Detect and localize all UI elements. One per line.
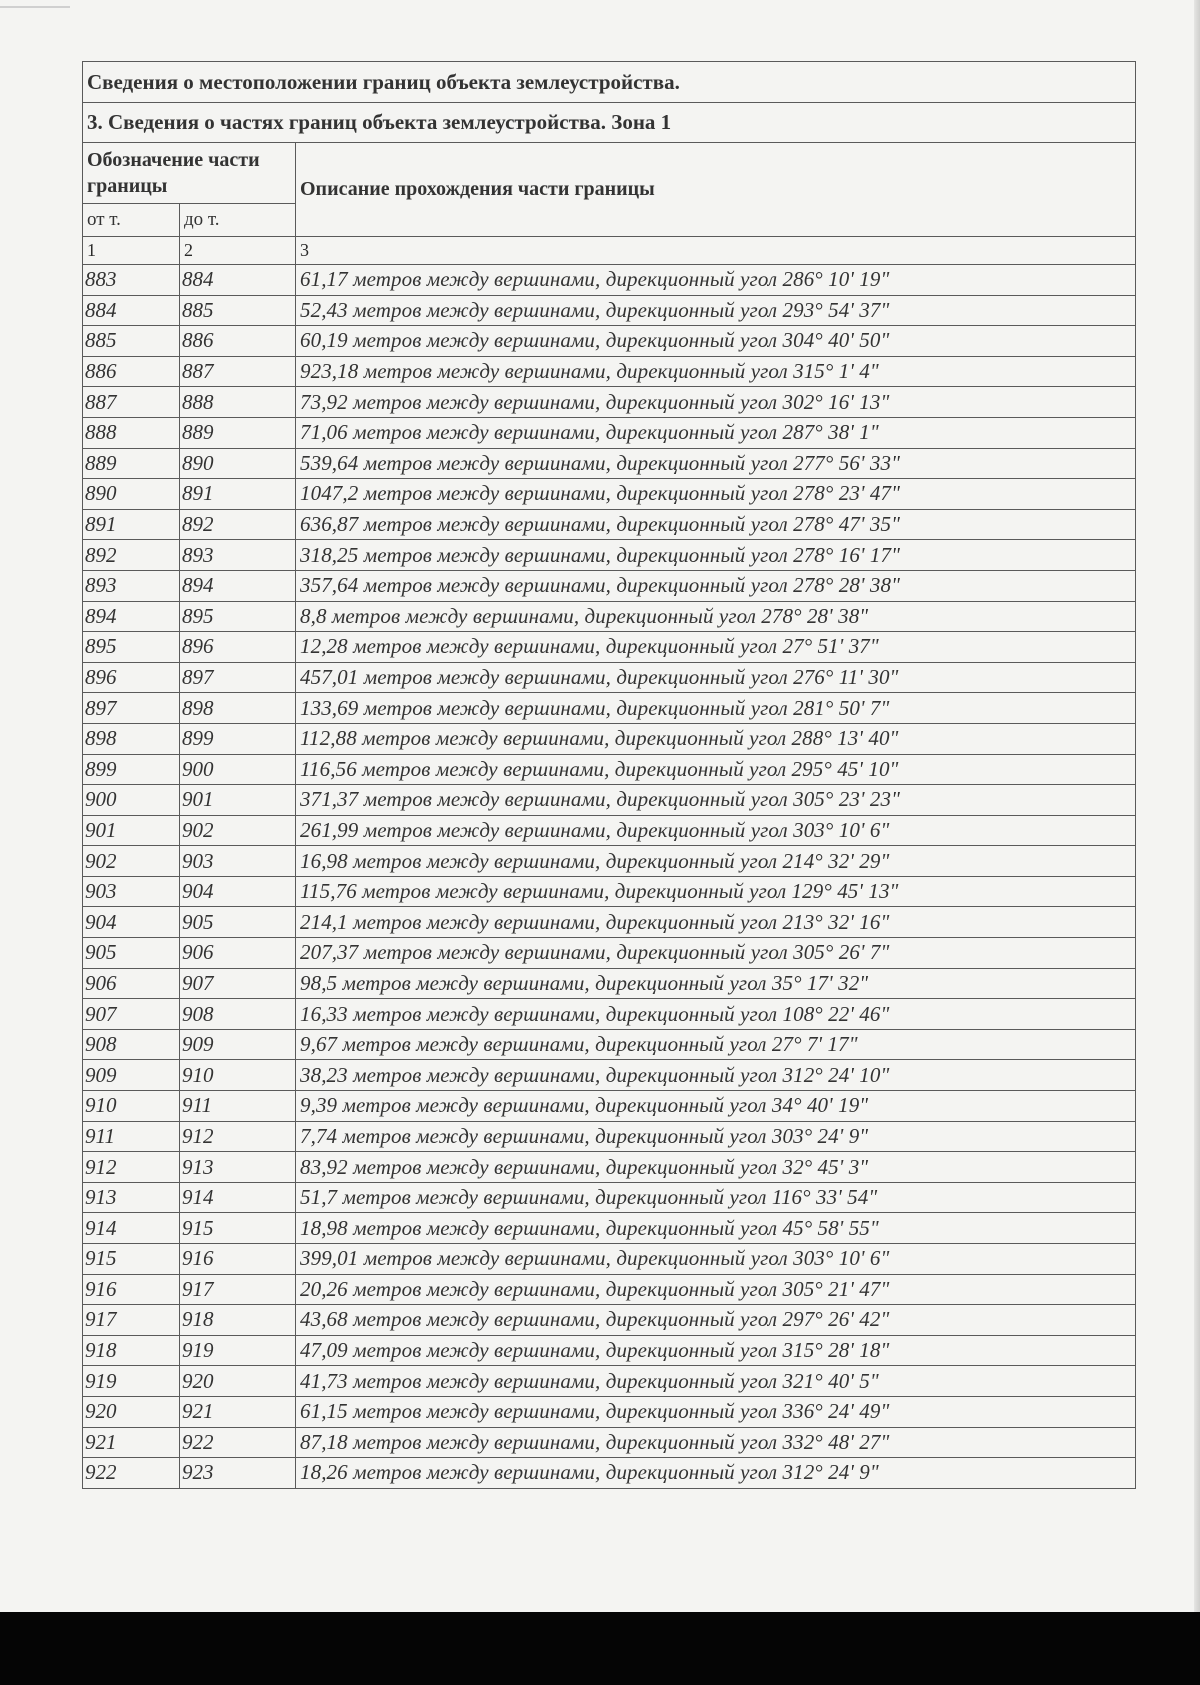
to-point-cell: 909 [180,1029,296,1060]
from-point-cell: 912 [83,1152,180,1183]
table-row [83,907,1136,938]
to-point-cell: 917 [180,1274,296,1305]
table-row [83,1427,1136,1458]
table-row [83,723,1136,754]
description-cell: 38,23 метров между вершинами, дирекционный угол 312° 24' 10" [296,1060,1136,1091]
to-point-cell: 916 [180,1244,296,1275]
table-row [83,295,1136,326]
to-point-cell: 898 [180,693,296,724]
description-cell: 43,68 метров между вершинами, дирекционный угол 297° 26' 42" [296,1305,1136,1336]
to-point-cell: 913 [180,1152,296,1183]
from-point-cell: 922 [83,1458,180,1489]
table-row [83,1396,1136,1427]
to-point-cell: 912 [180,1121,296,1152]
description-cell: 399,01 метров между вершинами, дирекционный угол 303° 10' 6" [296,1244,1136,1275]
table-row [83,509,1136,540]
from-point-cell: 896 [83,662,180,693]
to-point-cell: 910 [180,1060,296,1091]
description-cell: 7,74 метров между вершинами, дирекционный угол 303° 24' 9" [296,1121,1136,1152]
document-title: Сведения о местоположении границ объекта землеустройства. [83,62,1136,103]
table-row [83,1274,1136,1305]
from-point-cell: 890 [83,479,180,510]
to-point-cell: 921 [180,1396,296,1427]
from-point-cell: 913 [83,1182,180,1213]
description-cell: 457,01 метров между вершинами, дирекционный угол 276° 11' 30" [296,662,1136,693]
table-row [83,448,1136,479]
table-row [83,1458,1136,1489]
description-cell: 357,64 метров между вершинами, дирекционный угол 278° 28' 38" [296,570,1136,601]
to-point-cell: 908 [180,999,296,1030]
table-row [83,876,1136,907]
description-cell: 16,33 метров между вершинами, дирекционный угол 108° 22' 46" [296,999,1136,1030]
from-point-cell: 894 [83,601,180,632]
description-cell: 9,67 метров между вершинами, дирекционный угол 27° 7' 17" [296,1029,1136,1060]
from-point-cell: 915 [83,1244,180,1275]
table-row [83,999,1136,1030]
from-point-cell: 887 [83,387,180,418]
description-cell: 47,09 метров между вершинами, дирекционный угол 315° 28' 18" [296,1335,1136,1366]
from-point-cell: 888 [83,417,180,448]
description-header: Описание прохождения части границы [296,143,1136,237]
table-row [83,265,1136,296]
description-cell: 636,87 метров между вершинами, дирекционный угол 278° 47' 35" [296,509,1136,540]
description-cell: 18,26 метров между вершинами, дирекционный угол 312° 24' 9" [296,1458,1136,1489]
column-number-3: 3 [296,237,1136,265]
from-point-cell: 905 [83,938,180,969]
table-row [83,1060,1136,1091]
to-point-cell: 889 [180,417,296,448]
to-point-cell: 885 [180,295,296,326]
table-row [83,326,1136,357]
from-point-cell: 893 [83,570,180,601]
column-header-row [83,143,1136,204]
table-row [83,356,1136,387]
from-point-cell: 884 [83,295,180,326]
description-cell: 12,28 метров между вершинами, дирекционный угол 27° 51' 37" [296,632,1136,663]
table-row [83,1091,1136,1122]
from-point-cell: 897 [83,693,180,724]
section-row [83,103,1136,143]
description-cell: 207,37 метров между вершинами, дирекционный угол 305° 26' 7" [296,938,1136,969]
to-point-cell: 902 [180,815,296,846]
table-row [83,662,1136,693]
description-cell: 18,98 метров между вершинами, дирекционный угол 45° 58' 55" [296,1213,1136,1244]
description-cell: 71,06 метров между вершинами, дирекционный угол 287° 38' 1" [296,417,1136,448]
table-row [83,938,1136,969]
column-number-row [83,237,1136,265]
from-point-cell: 918 [83,1335,180,1366]
table-row [83,387,1136,418]
table-row [83,479,1136,510]
description-cell: 1047,2 метров между вершинами, дирекционный угол 278° 23' 47" [296,479,1136,510]
from-point-cell: 900 [83,785,180,816]
from-point-cell: 907 [83,999,180,1030]
to-point-cell: 919 [180,1335,296,1366]
column-number-1: 1 [83,237,180,265]
to-point-cell: 900 [180,754,296,785]
to-point-cell: 904 [180,876,296,907]
from-point-cell: 901 [83,815,180,846]
section-title: 3. Сведения о частях границ объекта землеустройства. Зона 1 [83,103,1136,143]
description-cell: 51,7 метров между вершинами, дирекционный угол 116° 33' 54" [296,1182,1136,1213]
to-point-cell: 888 [180,387,296,418]
description-cell: 98,5 метров между вершинами, дирекционный угол 35° 17' 32" [296,968,1136,999]
table-row [83,1213,1136,1244]
from-point-cell: 920 [83,1396,180,1427]
table-row [83,785,1136,816]
to-point-cell: 901 [180,785,296,816]
to-point-cell: 907 [180,968,296,999]
to-point-cell: 892 [180,509,296,540]
from-point-cell: 909 [83,1060,180,1091]
description-cell: 73,92 метров между вершинами, дирекционный угол 302° 16' 13" [296,387,1136,418]
scan-bottom-bar [0,1612,1200,1685]
description-cell: 9,39 метров между вершинами, дирекционный угол 34° 40' 19" [296,1091,1136,1122]
table-row [83,846,1136,877]
description-cell: 133,69 метров между вершинами, дирекционный угол 281° 50' 7" [296,693,1136,724]
description-cell: 318,25 метров между вершинами, дирекционный угол 278° 16' 17" [296,540,1136,571]
to-point-cell: 905 [180,907,296,938]
table-body [83,62,1136,1489]
description-cell: 61,17 метров между вершинами, дирекционный угол 286° 10' 19" [296,265,1136,296]
to-point-cell: 896 [180,632,296,663]
to-point-cell: 899 [180,723,296,754]
description-cell: 371,37 метров между вершинами, дирекционный угол 305° 23' 23" [296,785,1136,816]
to-point-cell: 903 [180,846,296,877]
scan-edge [1194,0,1200,1685]
from-point-cell: 921 [83,1427,180,1458]
to-point-cell: 884 [180,265,296,296]
table-row [83,570,1136,601]
description-cell: 60,19 метров между вершинами, дирекционный угол 304° 40' 50" [296,326,1136,357]
description-cell: 8,8 метров между вершинами, дирекционный угол 278° 28' 38" [296,601,1136,632]
description-cell: 20,26 метров между вершинами, дирекционный угол 305° 21' 47" [296,1274,1136,1305]
to-point-cell: 923 [180,1458,296,1489]
table-row [83,540,1136,571]
description-cell: 52,43 метров между вершинами, дирекционный угол 293° 54' 37" [296,295,1136,326]
to-point-cell: 891 [180,479,296,510]
from-point-cell: 886 [83,356,180,387]
to-point-cell: 895 [180,601,296,632]
boundary-parts-table [82,61,1136,1489]
table-row [83,968,1136,999]
table-row [83,1305,1136,1336]
description-cell: 923,18 метров между вершинами, дирекционный угол 315° 1' 4" [296,356,1136,387]
from-point-cell: 919 [83,1366,180,1397]
table-row [83,601,1136,632]
description-cell: 112,88 метров между вершинами, дирекционный угол 288° 13' 40" [296,723,1136,754]
table-row [83,1335,1136,1366]
to-point-cell: 918 [180,1305,296,1336]
to-point-cell: 890 [180,448,296,479]
from-point-cell: 898 [83,723,180,754]
from-point-cell: 892 [83,540,180,571]
table-row [83,693,1136,724]
table-row [83,815,1136,846]
from-point-cell: 903 [83,876,180,907]
to-point-header: до т. [180,204,296,237]
to-point-cell: 920 [180,1366,296,1397]
to-point-cell: 906 [180,938,296,969]
table-row [83,1152,1136,1183]
from-point-cell: 904 [83,907,180,938]
scan-artifact [0,6,70,8]
to-point-cell: 915 [180,1213,296,1244]
description-cell: 116,56 метров между вершинами, дирекционный угол 295° 45' 10" [296,754,1136,785]
from-point-cell: 891 [83,509,180,540]
to-point-cell: 914 [180,1182,296,1213]
from-point-cell: 908 [83,1029,180,1060]
to-point-cell: 911 [180,1091,296,1122]
table-row [83,754,1136,785]
table-row [83,1182,1136,1213]
description-cell: 115,76 метров между вершинами, дирекционный угол 129° 45' 13" [296,876,1136,907]
from-point-cell: 916 [83,1274,180,1305]
from-point-cell: 910 [83,1091,180,1122]
to-point-cell: 894 [180,570,296,601]
column-number-2: 2 [180,237,296,265]
description-cell: 83,92 метров между вершинами, дирекционный угол 32° 45' 3" [296,1152,1136,1183]
description-cell: 16,98 метров между вершинами, дирекционный угол 214° 32' 29" [296,846,1136,877]
from-point-cell: 883 [83,265,180,296]
to-point-cell: 886 [180,326,296,357]
from-point-cell: 899 [83,754,180,785]
description-cell: 41,73 метров между вершинами, дирекционный угол 321° 40' 5" [296,1366,1136,1397]
from-point-cell: 911 [83,1121,180,1152]
description-cell: 214,1 метров между вершинами, дирекционный угол 213° 32' 16" [296,907,1136,938]
to-point-cell: 897 [180,662,296,693]
title-row [83,62,1136,103]
table-row [83,1244,1136,1275]
designation-header: Обозначение части границы [83,143,296,204]
from-point-cell: 917 [83,1305,180,1336]
description-cell: 87,18 метров между вершинами, дирекционный угол 332° 48' 27" [296,1427,1136,1458]
description-cell: 61,15 метров между вершинами, дирекционный угол 336° 24' 49" [296,1396,1136,1427]
from-point-cell: 885 [83,326,180,357]
table-row [83,1366,1136,1397]
from-point-cell: 889 [83,448,180,479]
to-point-cell: 887 [180,356,296,387]
description-cell: 261,99 метров между вершинами, дирекционный угол 303° 10' 6" [296,815,1136,846]
from-point-header: от т. [83,204,180,237]
from-point-cell: 914 [83,1213,180,1244]
from-point-cell: 906 [83,968,180,999]
table-row [83,1029,1136,1060]
table-row [83,417,1136,448]
table-row [83,632,1136,663]
from-point-cell: 902 [83,846,180,877]
from-point-cell: 895 [83,632,180,663]
to-point-cell: 922 [180,1427,296,1458]
to-point-cell: 893 [180,540,296,571]
description-cell: 539,64 метров между вершинами, дирекционный угол 277° 56' 33" [296,448,1136,479]
table-row [83,1121,1136,1152]
